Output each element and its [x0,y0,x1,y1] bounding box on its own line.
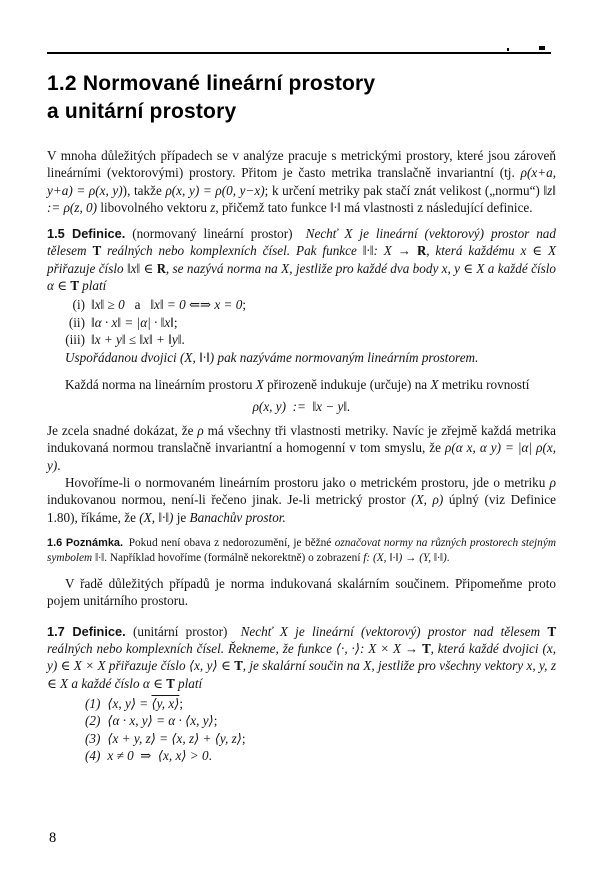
text-run: T [422,641,431,657]
text-run: ; [213,713,218,729]
normed-space-note [47,349,556,366]
text-run: . [208,747,212,763]
text-run: ), takže [122,182,166,198]
text-run: X [281,260,290,276]
text-run: , přičemž tato funkce [215,199,330,215]
text-run: , jestliže pro všechny vektory [371,658,527,674]
text-run: , se nazývá norma na [165,260,282,276]
text-run: R [156,260,166,276]
text-run: ‖·‖: X → [362,243,417,259]
text-run: ‖·‖ [95,551,105,564]
text-run: x ∈ X [520,243,556,259]
text-run: ‖·‖ [329,199,341,215]
text-run: x ≠ 0 ⇒ ⟨x, x⟩ > 0 [107,747,209,763]
text-run: Nechť [305,226,345,242]
text-run: reálných nebo komplexních čísel. Řekneme, že funkce [47,641,336,657]
text-run: a každé číslo [68,675,143,691]
section-title [47,70,556,126]
text-run: Nechť [240,623,280,639]
text-run: pak nazýváme normovaným lineárním prostorem. [214,350,479,366]
text-run: platí [78,278,107,294]
text-run: , která každé dvojici [430,641,543,657]
text-run: ρ(x+a, y+a) = ρ(x, y) [47,165,556,198]
axiom-body [107,730,245,747]
text-run: X [255,376,264,392]
axiom-label: (4) [85,747,101,763]
text-run: f: (X, ‖·‖) → (Y, ‖·‖) [363,551,447,564]
text-run: ‖x‖ ≥ 0 [91,297,125,313]
text-run: reálných nebo komplexních čísel. Pak funkce [101,243,363,259]
section-title-line-1: 1.2 Normované lineární prostory [47,72,376,95]
metric-properties-paragraph [47,422,556,474]
text-run: x, y, z ∈ X [47,658,556,691]
text-run: T [234,658,243,674]
text-run: ρ(x, y) = ρ(0, y−x) [165,182,265,198]
axiom-body [107,712,217,729]
axiom-body [91,314,178,331]
norm-axioms-list [47,296,556,348]
text-run: V řadě důležitých případů je norma indukovaná skalárním součinem. Připomeňme proto pojem unitárního prostoru. [47,576,556,609]
text-run: T [547,623,556,639]
text-run: . [57,457,61,473]
text-run: X [344,226,353,242]
header-rule [47,52,551,54]
text-run: ‖x + y‖ ≤ ‖x‖ + ‖y‖ [91,331,182,347]
text-run: ⟨x, y⟩ ∈ [188,658,235,674]
text-run: je lineární (vektorový) prostor nad tělesem [287,623,548,639]
text-run: úplný (viz Definice 1.80), říkáme, že [47,492,556,525]
text-run: 1.5 Definice. [47,226,126,242]
text-run: . [446,551,450,564]
inner-product-axiom-1 [47,695,556,712]
text-run: označovat normy na různých prostorech stejným symbolem [47,536,556,564]
text-run: Pokud není obava z nedorozumění, je běžné [123,536,335,549]
scalar-product-paragraph [47,575,556,610]
axiom-body [91,296,246,313]
definition-1-5 [47,225,556,294]
text-run: T [166,675,175,691]
text-run: ‖α · x‖ = |α| · ‖x‖ [91,314,174,330]
text-run: (normovaný lineární prostor) [125,226,306,242]
text-run: ; k určení metriky pak stačí znát velikost („normu“) [264,182,544,198]
text-run: přiřazuje číslo [105,658,189,674]
text-run: 1.6 Poznámka. [47,536,124,549]
page-content [47,70,556,764]
text-run: ; [242,297,246,313]
text-run: V mnoha důležitých případech se v analýze pracuje s metrickými prostory, které jsou zároveň lineárními (vektorovými) prostory. Přitom je často metrika translačně invariantní (tj. [47,148,556,181]
text-run: , která každému [426,243,521,259]
induced-metric-paragraph [47,376,556,393]
text-run: ρ [197,423,204,439]
text-run: ⟨·, ·⟩: X × X → [335,641,423,657]
text-run: ‖x‖ = 0 ⇐⇒ x = 0 [150,297,243,313]
inner-product-axiom-3 [47,730,556,747]
text-run: (X, ‖·‖) [180,350,215,366]
induced-metric-formula [47,398,556,415]
text-run: T [70,278,79,294]
text-run: , je skalární součin na [242,658,364,674]
header-square-artifact [539,46,545,50]
norm-axiom-iii [47,331,556,348]
text-run: přiřazuje číslo [47,260,127,276]
axiom-body [91,331,185,348]
text-run: . Například hovoříme (formálně nekorektně) o zobrazení [104,551,364,564]
axiom-label: (i) [72,297,85,313]
inner-product-axiom-2 [47,712,556,729]
text-run: (unitární prostor) [125,623,241,639]
intro-paragraph [47,147,556,216]
axiom-label: (3) [85,730,101,746]
axiom-label: (1) [85,695,101,711]
definition-1-7 [47,623,556,692]
text-run: R [416,243,427,259]
norm-axiom-ii [47,314,556,331]
text-run: ; [179,695,184,711]
axiom-label: (iii) [65,331,85,347]
text-run: ; [241,730,246,746]
text-run: libovolného vektoru [97,199,211,215]
text-run: z [210,199,216,215]
section-title-line-2: a unitární prostory [47,100,237,123]
text-run: . [181,331,185,347]
axiom-label: (2) [85,713,101,729]
text-run: ⟨x + y, z⟩ = ⟨x, z⟩ + ⟨y, z⟩ [107,730,242,746]
text-run: T [92,243,102,259]
text-run: ⟨x, y⟩ = [107,695,152,711]
text-run: x, y ∈ X [441,260,485,276]
text-run: α ∈ [47,278,71,294]
text-run: , jestliže pro každé dva body [289,260,442,276]
text-run: Uspořádanou dvojici [65,350,181,366]
text-run: Hovoříme-li o normovaném lineárním prostoru jako o metrickém prostoru, jde o metriku [65,475,550,491]
text-run: platí [174,675,203,691]
text-run: (X, ρ) [411,492,444,508]
text-run: Banachův prostor. [189,509,286,525]
text-run: ρ(x, y) := ‖x − y‖. [252,398,351,414]
text-run: Každá norma na lineárním prostoru [65,376,256,392]
inner-product-axiom-4 [47,747,556,764]
axiom-body [107,695,183,712]
text-run: přirozeně indukuje (určuje) na [263,376,431,392]
text-run: 1.7 Definice. [47,623,126,639]
banach-space-paragraph [47,474,556,526]
text-run: je [173,509,190,525]
text-run: X [430,376,439,392]
page-number: 8 [49,830,57,846]
text-run: ; [173,314,178,330]
text-run: ⟨y, x⟩ [151,695,180,711]
header-dot-artifact [507,48,509,51]
text-run: indukovanou normou, není-li řečeno jinak. Je-li metrický prostor [47,492,412,508]
text-run: ‖z‖ := ρ(z, 0) [47,182,556,215]
text-run: metriku rovností [438,376,530,392]
text-run: ‖x‖ ∈ [126,260,157,276]
inner-product-axioms-list [47,695,556,764]
text-run: má všechny tři vlastnosti metriky. Navíc je zřejmě každá metrika indukovaná normou translačně invariantní a homogenní v tom smyslu, že [47,423,556,456]
text-run: ⟨α · x, y⟩ = α · ⟨x, y⟩ [107,713,214,729]
text-run: a každé číslo [484,260,556,276]
norm-axiom-i [47,296,556,313]
text-run: (x, y) ∈ X × X [47,641,556,674]
remark-1-6 [47,536,556,565]
text-run: ρ [549,475,556,491]
text-run: Je zcela snadné dokázat, že [47,423,198,439]
text-run: má vlastnosti z následující definice. [340,199,533,215]
text-run: ρ(α x, α y) = |α| ρ(x, y) [47,440,556,473]
text-run: a [124,297,151,313]
text-run: X [363,658,372,674]
axiom-label: (ii) [68,314,85,330]
text-run: (X, ‖·‖) [139,509,174,525]
text-run: α ∈ [142,675,167,691]
text-run: je lineární (vektorový) prostor nad tělesem [47,226,556,259]
text-run: X [279,623,288,639]
axiom-body [107,747,212,764]
